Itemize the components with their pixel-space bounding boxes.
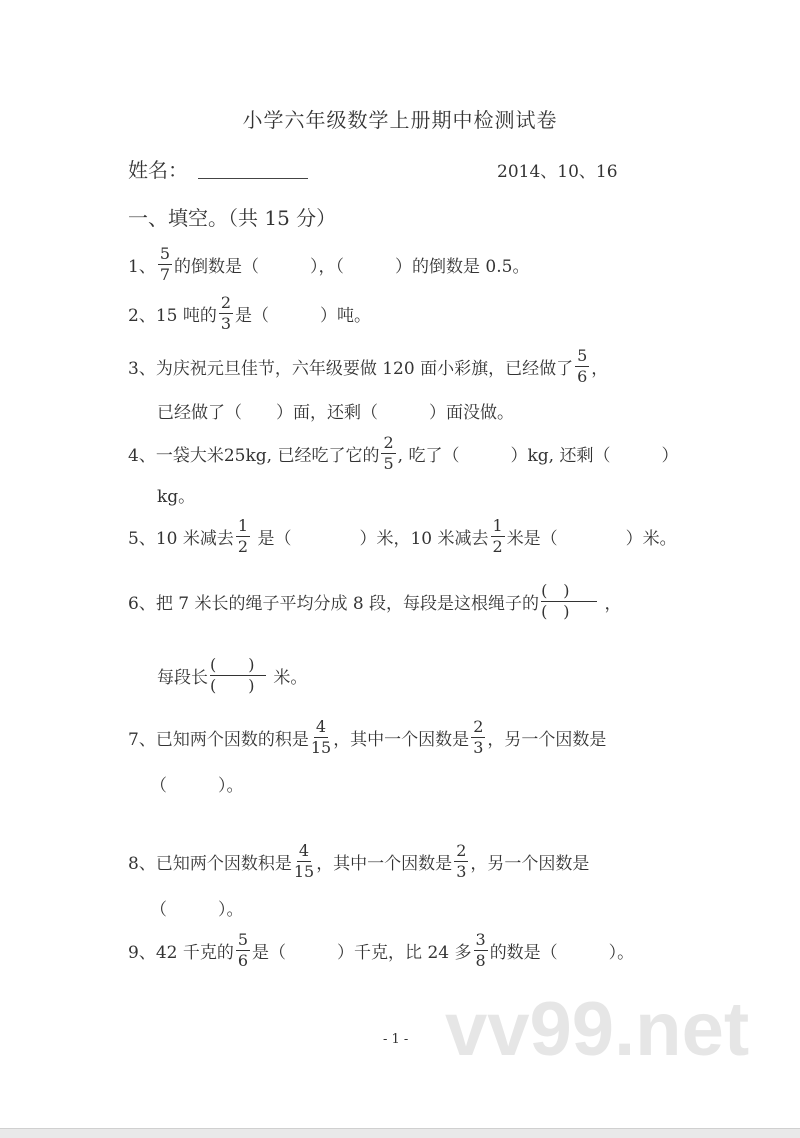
fraction: [310, 716, 332, 757]
question-text: ，其中一个因数是: [316, 853, 453, 874]
numerator: 2: [473, 716, 484, 736]
question-6-continued: [157, 655, 307, 695]
question-2: [128, 293, 371, 333]
fraction: [236, 515, 250, 556]
name-label: 姓名：: [128, 158, 188, 182]
question-text: kg。: [157, 486, 196, 507]
denominator: 2: [237, 536, 249, 556]
fraction-answer-blank: [541, 580, 597, 621]
question-text: ，其中一个因数是: [333, 729, 470, 750]
question-8: [128, 841, 589, 881]
question-text: 是（ ）吨。: [235, 305, 372, 326]
fraction: [491, 515, 505, 556]
question-9: [128, 930, 634, 970]
question-text: ，: [599, 593, 622, 614]
numerator: 5: [159, 243, 171, 263]
numerator: 1: [492, 515, 503, 535]
question-text: 8、已知两个因数积是: [128, 853, 292, 874]
question-text: ，另一个因数是: [487, 729, 607, 750]
denominator: 15: [293, 861, 315, 881]
question-text: 米。: [268, 667, 308, 688]
denominator: 3: [456, 861, 467, 881]
question-text: ，另一个因数是: [470, 853, 590, 874]
numerator: 3: [475, 929, 486, 949]
question-text: 5、10 米减去: [128, 528, 234, 549]
denominator: 8: [475, 950, 486, 970]
question-text: 的数是（ ）。: [489, 942, 635, 963]
fraction: [236, 929, 250, 970]
fraction: [381, 432, 395, 473]
question-4: [128, 433, 678, 473]
page-number: - 1 -: [383, 1032, 409, 1047]
question-text: 3、为庆祝元旦佳节，六年级要做 120 面小彩旗，已经做了: [128, 358, 574, 379]
question-text: （ ）。: [150, 899, 244, 920]
denominator: ( ): [541, 601, 570, 621]
denominator: 15: [310, 737, 332, 757]
numerator: 2: [456, 840, 467, 860]
numerator: 2: [220, 292, 232, 312]
question-text: 2、15 吨的: [128, 305, 217, 326]
question-7-continued: [150, 763, 244, 803]
question-text: , 吃了（ ）kg, 还剩（ ）: [397, 445, 679, 466]
denominator: 2: [492, 536, 503, 556]
denominator: 5: [383, 453, 394, 473]
numerator: 1: [237, 515, 249, 535]
numerator: 5: [237, 929, 249, 949]
question-text: 1、: [128, 256, 156, 277]
question-5: [128, 516, 677, 556]
page-title: 小学六年级数学上册期中检测试卷: [242, 108, 558, 132]
question-8-continued: [150, 887, 244, 927]
name-blank-line: [198, 178, 308, 179]
question-text: 6、把 7 米长的绳子平均分成 8 段，每段是这根绳子的: [128, 593, 540, 614]
numerator: ( ): [541, 583, 597, 602]
question-text: 9、42 千克的: [128, 942, 234, 963]
question-6: [128, 581, 621, 621]
question-text: 4、一袋大米25kg, 已经吃了它的: [128, 445, 380, 466]
fraction: [293, 840, 315, 881]
question-1: [128, 244, 529, 284]
question-3: [128, 346, 608, 386]
numerator: 4: [298, 840, 310, 860]
fraction: [471, 716, 485, 757]
denominator: 6: [577, 366, 588, 386]
fraction: [454, 840, 468, 881]
section-heading: 一、填空。（共 15 分）: [128, 206, 337, 230]
numerator: 2: [383, 432, 394, 452]
fraction-answer-blank: [210, 654, 266, 695]
question-text: 7、已知两个因数的积是: [128, 729, 309, 750]
question-text: ，: [591, 358, 609, 379]
question-text: （ ）。: [150, 775, 244, 796]
question-text: 的倒数是（ ），（ ）的倒数是 0.5。: [174, 256, 530, 277]
numerator: ( ): [210, 657, 266, 676]
numerator: 4: [315, 716, 327, 736]
denominator: 3: [220, 313, 232, 333]
question-4-continued: [157, 474, 195, 514]
denominator: 3: [473, 737, 484, 757]
fraction: [219, 292, 233, 333]
question-text: 是（ ）千克，比 24 多: [252, 942, 472, 963]
watermark: vv99.net: [445, 987, 750, 1072]
fraction: [474, 929, 488, 970]
question-7: [128, 717, 606, 757]
exam-date: 2014、10、16: [497, 162, 618, 182]
question-3-continued: [157, 390, 514, 430]
denominator: 7: [159, 264, 171, 284]
fraction: [158, 243, 172, 284]
question-text: 每段长: [157, 667, 208, 688]
question-text: 米是（ ）米。: [506, 528, 677, 549]
question-text: 已经做了（ ）面，还剩（ ）面没做。: [157, 402, 514, 423]
question-text: 是（ ）米，10 米减去: [252, 528, 489, 549]
numerator: 5: [577, 345, 588, 365]
denominator: ( ): [210, 675, 255, 695]
fraction: [575, 345, 589, 386]
denominator: 6: [237, 950, 249, 970]
